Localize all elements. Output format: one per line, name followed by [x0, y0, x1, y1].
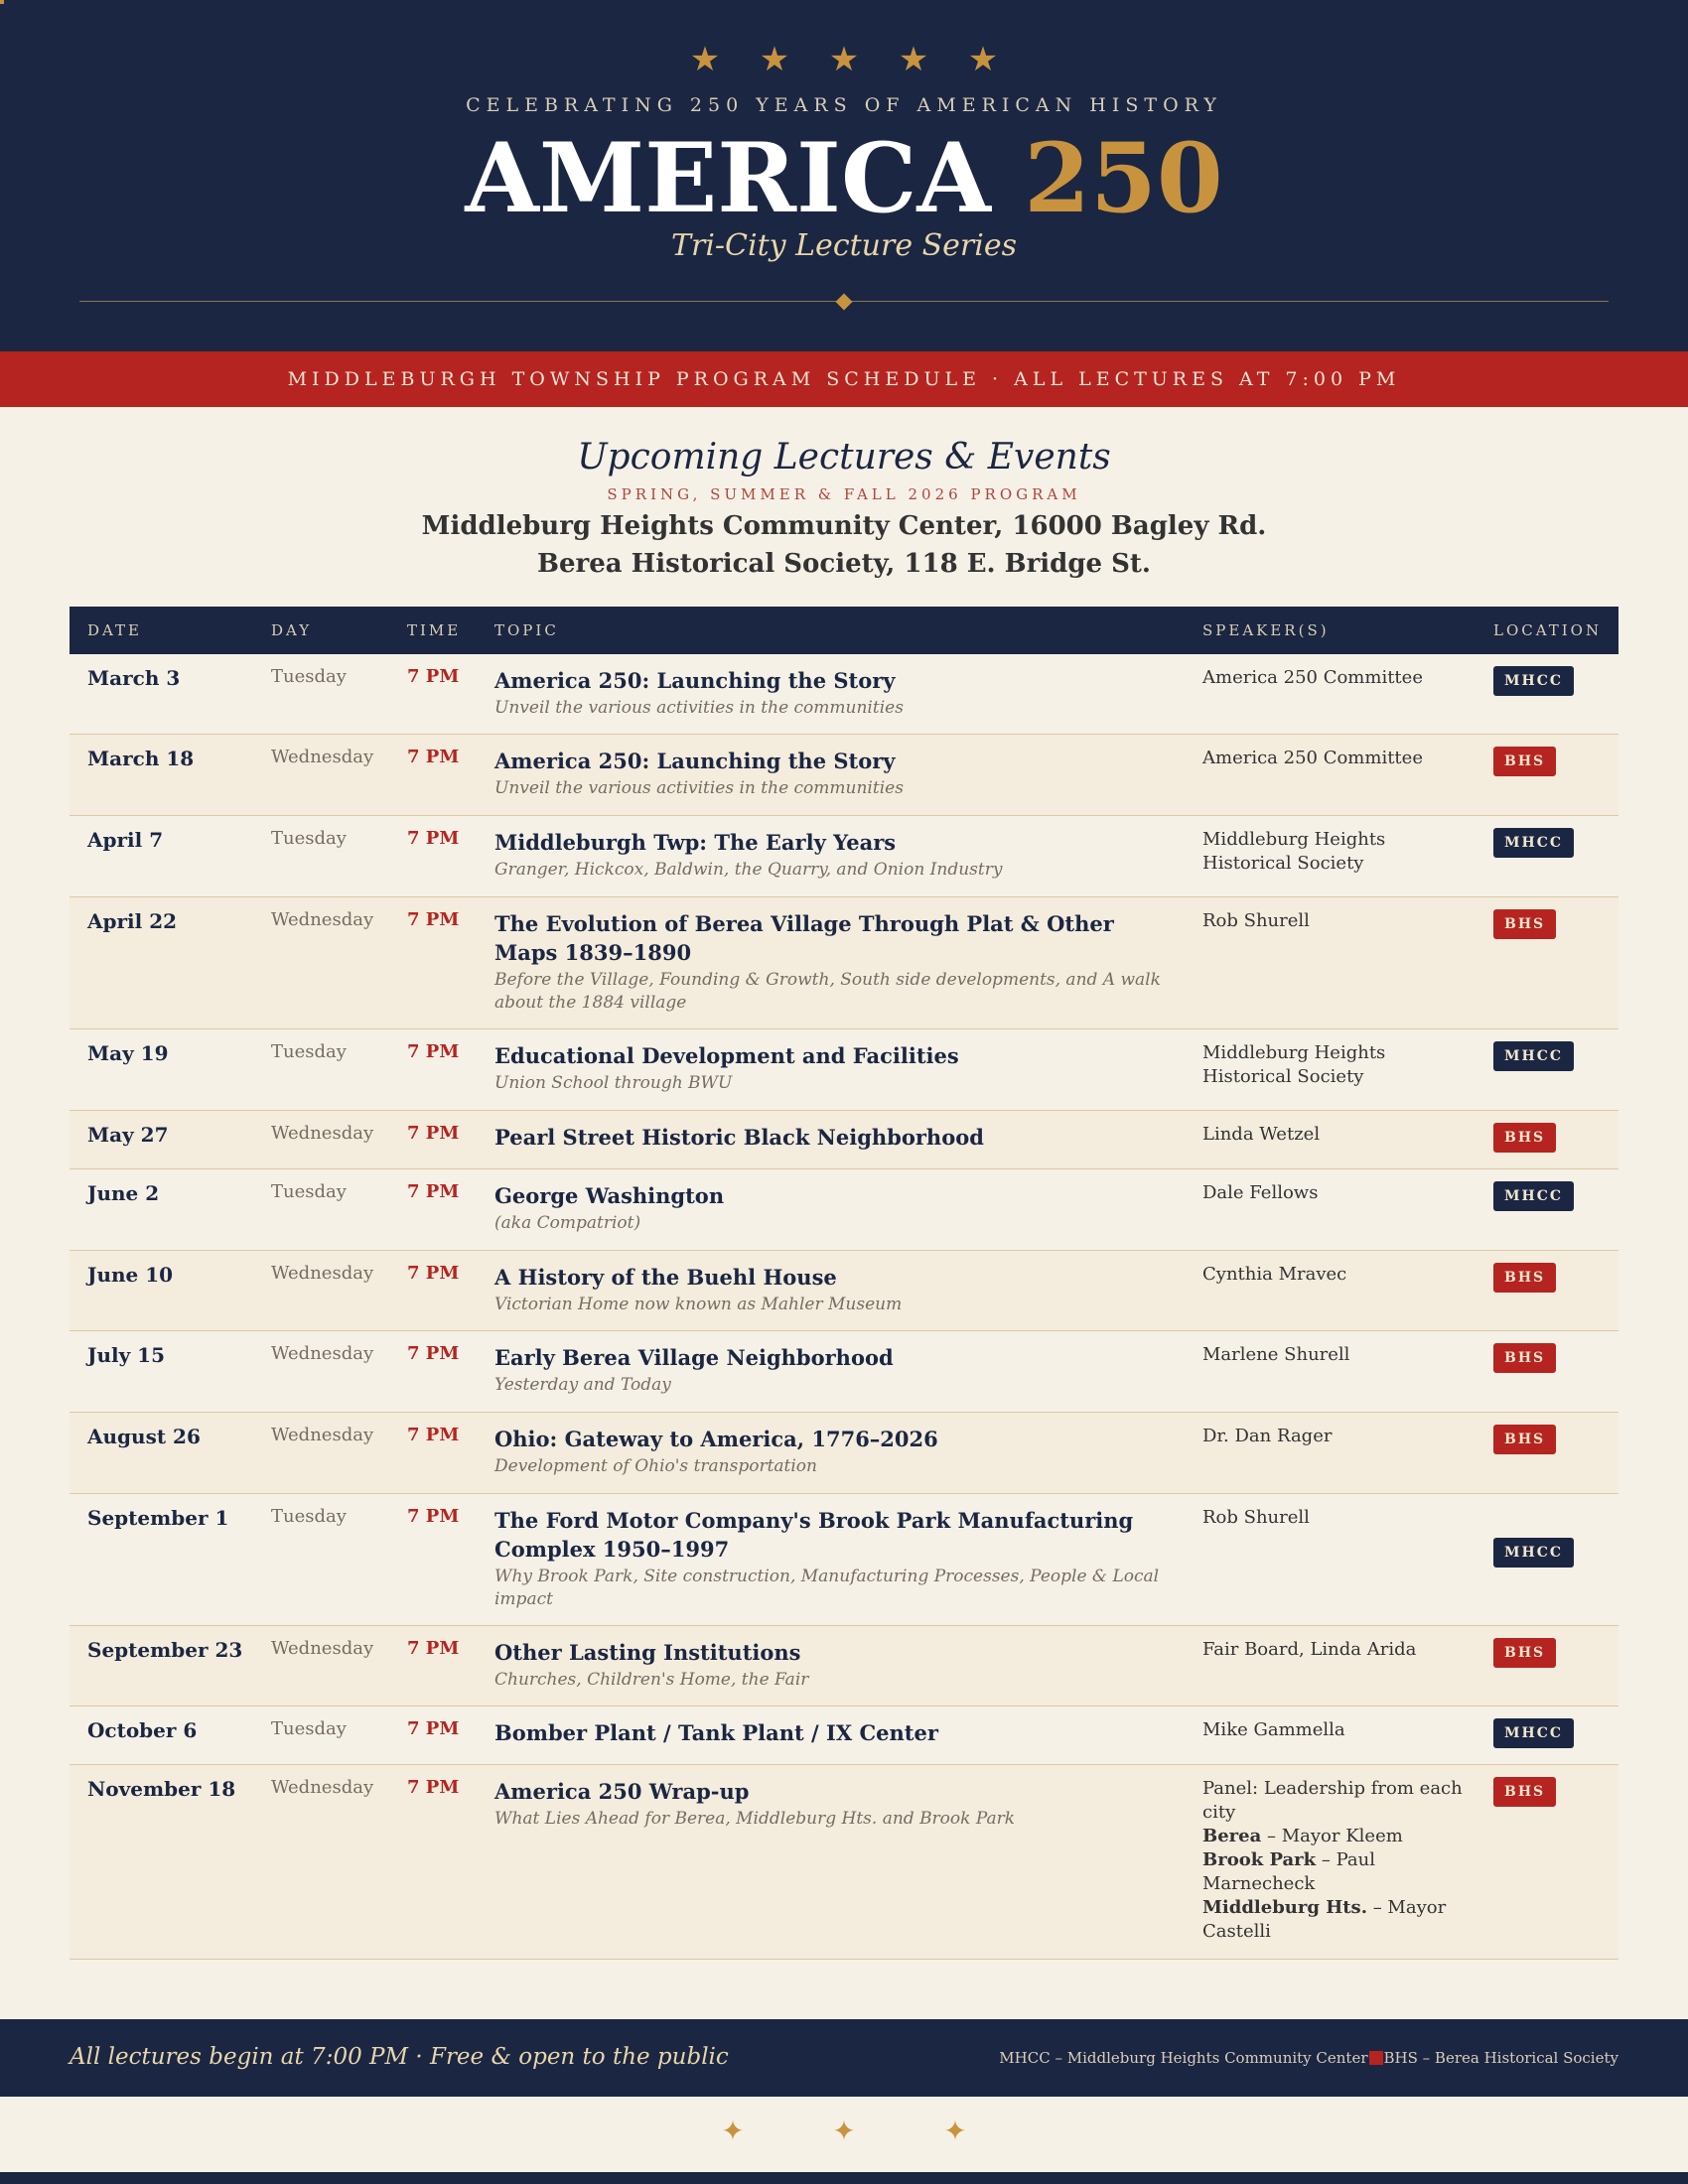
location-badge: MHCC [1493, 1538, 1574, 1568]
row-day: Tuesday [271, 1506, 347, 1527]
row-location [1493, 1041, 1574, 1071]
header-speaker: SPEAKER(S) [1202, 621, 1330, 639]
row-speaker [1202, 1777, 1471, 1944]
row-speaker: Dr. Dan Rager [1202, 1426, 1333, 1446]
panel-member [1202, 1825, 1471, 1848]
row-topic [494, 1638, 1170, 1692]
table-row [70, 1494, 1618, 1626]
topic-subtitle: Development of Ohio's transportation [494, 1456, 817, 1476]
legend-mhcc: MHCC – Middleburg Heights Community Center [999, 2049, 1368, 2067]
row-location [1493, 1777, 1556, 1807]
row-day: Wednesday [271, 1638, 374, 1659]
legend-bhs: BHS – Berea Historical Society [1383, 2049, 1618, 2067]
row-speaker: Rob Shurell [1202, 910, 1310, 931]
panel-member [1202, 1848, 1471, 1896]
panel-person: – Mayor Castelli [1202, 1897, 1447, 1942]
row-date: June 10 [87, 1263, 174, 1287]
topic-title: Early Berea Village Neighborhood [494, 1345, 894, 1370]
bottom-bar [0, 2172, 1688, 2184]
row-speaker: Cynthia Mravec [1202, 1264, 1347, 1285]
location-badge: MHCC [1493, 1041, 1574, 1071]
header-location: LOCATION [1493, 621, 1603, 639]
row-date: October 6 [87, 1718, 198, 1742]
row-speaker: Rob Shurell [1202, 1507, 1310, 1528]
topic-title: George Washington [494, 1183, 725, 1208]
table-row [70, 1765, 1618, 1960]
row-date: June 2 [87, 1181, 160, 1205]
location-legend [999, 2049, 1618, 2067]
topic-subtitle: Why Brook Park, Site construction, Manufacturing Processes, People & Local impact [494, 1567, 1160, 1609]
panel-city: Berea [1202, 1826, 1262, 1846]
row-day: Tuesday [271, 666, 347, 687]
header-day: DAY [271, 621, 313, 639]
diamond-icon [836, 294, 853, 311]
table-row [70, 1706, 1618, 1765]
star-row [0, 40, 1688, 79]
venue-bhs: Berea Historical Society, 118 E. Bridge St. [537, 549, 1151, 579]
table-row [70, 897, 1618, 1029]
panel-city: Middleburg Hts. [1202, 1897, 1367, 1918]
row-location [1493, 909, 1556, 939]
row-location [1493, 747, 1556, 776]
row-time: 7 PM [407, 909, 460, 930]
row-speaker: Marlene Shurell [1202, 1344, 1350, 1365]
row-topic [494, 1506, 1170, 1611]
topic-title: Ohio: Gateway to America, 1776–2026 [494, 1427, 938, 1451]
table-row [70, 1331, 1618, 1413]
topic-title: Bomber Plant / Tank Plant / IX Center [494, 1720, 938, 1745]
row-location [1493, 1123, 1556, 1153]
header-banner [0, 0, 1688, 351]
panel-city: Brook Park [1202, 1849, 1317, 1870]
row-day: Wednesday [271, 909, 374, 930]
table-header [70, 607, 1618, 654]
row-topic [494, 1718, 1170, 1747]
footer-note: All lectures begin at 7:00 PM · Free & open to the public [70, 2044, 729, 2070]
row-date: May 27 [87, 1123, 169, 1147]
row-time: 7 PM [407, 828, 460, 849]
topic-title: Middleburgh Twp: The Early Years [494, 830, 897, 855]
topic-title: Other Lasting Institutions [494, 1640, 801, 1665]
row-time: 7 PM [407, 1343, 460, 1364]
star-icon: ★ [967, 40, 999, 79]
row-location [1493, 828, 1574, 858]
row-date: April 7 [87, 828, 164, 852]
location-badge: BHS [1493, 1777, 1556, 1807]
venue-mhcc: Middleburg Heights Community Center, 16000 Bagley Rd. [421, 511, 1267, 541]
location-badge: MHCC [1493, 828, 1574, 858]
row-location [1493, 1343, 1556, 1373]
row-location [1493, 1638, 1556, 1668]
row-time: 7 PM [407, 1718, 460, 1739]
topic-title: A History of the Buehl House [494, 1265, 837, 1290]
row-time: 7 PM [407, 747, 460, 767]
row-time: 7 PM [407, 666, 460, 687]
row-location [1493, 1718, 1574, 1748]
row-day: Wednesday [271, 1425, 374, 1445]
location-badge: MHCC [1493, 1718, 1574, 1748]
table-row [70, 1029, 1618, 1111]
row-day: Tuesday [271, 1718, 347, 1739]
row-day: Wednesday [271, 747, 374, 767]
row-location [1493, 1181, 1574, 1211]
section-subtitle: SPRING, SUMMER & FALL 2026 PROGRAM [607, 485, 1081, 503]
location-badge: MHCC [1493, 666, 1574, 696]
row-location [1493, 1538, 1574, 1568]
row-topic [494, 1343, 1170, 1397]
row-speaker: Middleburg Heights Historical Society [1202, 1042, 1386, 1087]
row-topic [494, 1425, 1170, 1478]
header-subtitle: Tri-City Lecture Series [670, 228, 1018, 263]
topic-subtitle: Yesterday and Today [494, 1375, 671, 1395]
row-day: Wednesday [271, 1263, 374, 1284]
row-speaker: Middleburg Heights Historical Society [1202, 829, 1386, 874]
topic-subtitle: Unveil the various activities in the communities [494, 778, 904, 798]
row-day: Tuesday [271, 1181, 347, 1202]
row-date: November 18 [87, 1777, 236, 1801]
row-time: 7 PM [407, 1777, 460, 1798]
location-badge: BHS [1493, 909, 1556, 939]
topic-title: Pearl Street Historic Black Neighborhood [494, 1125, 984, 1150]
row-topic [494, 909, 1170, 1015]
topic-subtitle: Unveil the various activities in the communities [494, 698, 904, 718]
table-row [70, 735, 1618, 816]
row-date: April 22 [87, 909, 178, 933]
row-day: Wednesday [271, 1343, 374, 1364]
location-badge: BHS [1493, 1123, 1556, 1153]
topic-subtitle: Victorian Home now known as Mahler Museum [494, 1295, 903, 1314]
row-date: September 23 [87, 1638, 243, 1662]
row-day: Wednesday [271, 1777, 374, 1798]
header-kicker: CELEBRATING 250 YEARS OF AMERICAN HISTORY [466, 94, 1222, 116]
sparkle-icon: ✦ [832, 2115, 856, 2147]
legend-dot-icon [1369, 2051, 1383, 2065]
panel-member [1202, 1896, 1471, 1944]
header-topic: TOPIC [494, 621, 559, 639]
row-date: March 18 [87, 747, 195, 770]
sparkle-icon: ✦ [721, 2115, 745, 2147]
row-day: Tuesday [271, 828, 347, 849]
title-main: AMERICA [465, 122, 991, 234]
star-icon: ★ [759, 40, 790, 79]
header-time: TIME [407, 621, 462, 639]
row-time: 7 PM [407, 1638, 460, 1659]
row-day: Tuesday [271, 1041, 347, 1062]
title-accent: 250 [1024, 122, 1223, 234]
row-time: 7 PM [407, 1181, 460, 1202]
row-topic [494, 1263, 1170, 1316]
panel-person: – Mayor Kleem [1267, 1826, 1403, 1846]
topic-title: America 250: Launching the Story [494, 668, 896, 693]
row-time: 7 PM [407, 1506, 460, 1527]
header-date: DATE [87, 621, 142, 639]
location-badge: BHS [1493, 1638, 1556, 1668]
row-date: July 15 [87, 1343, 166, 1367]
star-icon: ★ [689, 40, 721, 79]
location-badge: MHCC [1493, 1181, 1574, 1211]
table-row [70, 654, 1618, 735]
row-topic [494, 1123, 1170, 1152]
row-speaker: America 250 Committee [1202, 748, 1423, 768]
row-date: March 3 [87, 666, 181, 690]
bottom-ornaments [0, 2115, 1688, 2147]
row-location [1493, 666, 1574, 696]
table-row [70, 1251, 1618, 1331]
row-day: Wednesday [271, 1123, 374, 1144]
row-speaker: Linda Wetzel [1202, 1124, 1321, 1145]
topic-title: The Evolution of Berea Village Through Plat & Other Maps 1839–1890 [494, 911, 1114, 965]
table-row [70, 1169, 1618, 1251]
row-time: 7 PM [407, 1263, 460, 1284]
topic-subtitle: Granger, Hickcox, Baldwin, the Quarry, and Onion Industry [494, 860, 1003, 880]
sparkle-icon: ✦ [943, 2115, 967, 2147]
row-time: 7 PM [407, 1425, 460, 1445]
table-row [70, 1413, 1618, 1494]
table-row [70, 1626, 1618, 1706]
star-icon: ★ [898, 40, 929, 79]
topic-subtitle: Before the Village, Founding & Growth, South side developments, and A walk about the 1884 village [494, 970, 1161, 1013]
topic-title: America 250 Wrap-up [494, 1779, 750, 1804]
row-time: 7 PM [407, 1041, 460, 1062]
row-speaker: Mike Gammella [1202, 1719, 1345, 1740]
topic-subtitle: (aka Compatriot) [494, 1213, 641, 1233]
footer-bar [0, 2019, 1688, 2097]
row-speaker: America 250 Committee [1202, 667, 1423, 688]
row-date: May 19 [87, 1041, 169, 1065]
row-location [1493, 1263, 1556, 1293]
row-date: September 1 [87, 1506, 229, 1530]
location-badge: BHS [1493, 747, 1556, 776]
panel-intro: Panel: Leadership from each city [1202, 1778, 1463, 1823]
row-topic [494, 1041, 1170, 1095]
topic-title: Educational Development and Facilities [494, 1043, 959, 1068]
row-topic [494, 747, 1170, 800]
row-time: 7 PM [407, 1123, 460, 1144]
table-row [70, 816, 1618, 897]
schedule-table [70, 607, 1618, 1960]
row-topic [494, 1181, 1170, 1235]
section-title: Upcoming Lectures & Events [577, 437, 1111, 478]
location-badge: BHS [1493, 1425, 1556, 1454]
star-icon: ★ [828, 40, 860, 79]
topic-subtitle: What Lies Ahead for Berea, Middleburg Hts. and Brook Park [494, 1809, 1016, 1829]
location-badge: BHS [1493, 1263, 1556, 1293]
location-badge: BHS [1493, 1343, 1556, 1373]
table-row [70, 1111, 1618, 1169]
topic-title: The Ford Motor Company's Brook Park Manufacturing Complex 1950–1997 [494, 1508, 1134, 1562]
row-date: August 26 [87, 1425, 201, 1448]
panel-person: – Paul Marnecheck [1202, 1849, 1375, 1894]
row-topic [494, 1777, 1170, 1831]
page-title [0, 119, 1688, 238]
program-band: MIDDLEBURGH TOWNSHIP PROGRAM SCHEDULE · ALL LECTURES AT 7:00 PM [0, 351, 1688, 407]
corner-mark [0, 0, 4, 4]
row-speaker: Dale Fellows [1202, 1182, 1319, 1203]
row-topic [494, 828, 1170, 882]
row-location [1493, 1425, 1556, 1454]
row-topic [494, 666, 1170, 720]
row-speaker: Fair Board, Linda Arida [1202, 1639, 1417, 1660]
topic-subtitle: Union School through BWU [494, 1073, 733, 1093]
topic-title: America 250: Launching the Story [494, 749, 896, 773]
topic-subtitle: Churches, Children's Home, the Fair [494, 1670, 809, 1690]
